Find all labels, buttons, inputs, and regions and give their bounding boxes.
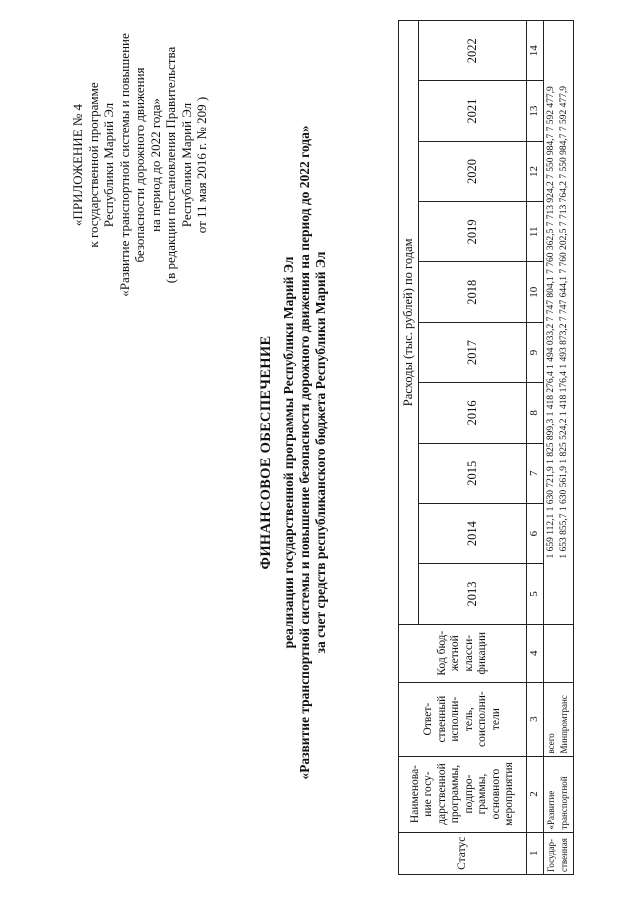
column-number: 9 — [527, 322, 544, 382]
values-total: 1 659 112,1 1 630 721,9 1 825 899,3 1 418 276,4 1 494 033,2 7 747 804,1 7 760 362,5 7 713 924,2 7 550 984,7 7 592 477,9 — [545, 86, 556, 559]
column-number: 2 — [527, 756, 544, 832]
financing-table — [398, 20, 574, 875]
expenses-header: Расходы (тыс. рублей) по годам — [399, 21, 419, 625]
heading-line: реализации государственной программы Республики Марий Эл — [281, 256, 296, 649]
year-header: 2019 — [419, 202, 527, 262]
executor-ministry: Минпромтранс — [559, 695, 569, 754]
document-heading — [258, 0, 329, 905]
appendix-line: (в редакции постановления Правительства — [163, 46, 178, 284]
column-number: 11 — [527, 202, 544, 262]
appendix-line: к государственной программе — [85, 82, 101, 248]
appendix-line: безопасности дорожного движения — [132, 67, 147, 263]
year-header: 2018 — [419, 262, 527, 322]
column-number: 7 — [527, 443, 544, 503]
heading-line: «Развитие транспортной системы и повышение безопасности дорожного движения на период до 2022 года» — [297, 125, 312, 780]
name-header: Наименова-ние госу-дарственной программы, подпро-граммы, основного мероприятия — [399, 756, 527, 832]
row-values — [543, 21, 573, 625]
column-number: 6 — [527, 503, 544, 563]
appendix-block — [70, 15, 210, 315]
column-number: 4 — [527, 624, 544, 682]
appendix-line: на период до 2022 года» — [147, 98, 163, 232]
year-header: 2017 — [419, 322, 527, 382]
column-number: 1 — [527, 832, 544, 874]
row-code — [543, 624, 573, 682]
appendix-line: «Развитие транспортной системы и повышение — [116, 33, 132, 297]
heading-line: за счет средств республиканского бюджета Республики Марий Эл — [313, 251, 328, 654]
appendix-line: «ПРИЛОЖЕНИЕ № 4 — [70, 103, 85, 227]
column-number: 5 — [527, 564, 544, 624]
appendix-line: от 11 мая 2016 г. № 209 ) — [194, 96, 209, 234]
year-header: 2022 — [419, 21, 527, 81]
column-number-row — [527, 21, 544, 875]
year-header: 2013 — [419, 564, 527, 624]
values-ministry: 1 653 855,7 1 630 561,9 1 825 524,2 1 418 176,4 1 493 873,2 7 747 644,1 7 760 202,5 7 713 764,2 7 550 984,7 7 592 477,9 — [559, 86, 569, 559]
year-header: 2015 — [419, 443, 527, 503]
column-number: 12 — [527, 141, 544, 201]
code-header: Код бюд-жетной класси-фикации — [399, 624, 527, 682]
year-header: 2014 — [419, 503, 527, 563]
row-name: «Развитие транспортной — [543, 756, 573, 832]
column-number: 14 — [527, 21, 544, 81]
column-number: 3 — [527, 682, 544, 756]
row-executors — [543, 682, 573, 756]
document-title: ФИНАНСОВОЕ ОБЕСПЕЧЕНИЕ — [258, 335, 274, 570]
appendix-line: Республики Марий Эл — [101, 102, 116, 228]
status-header: Статус — [399, 832, 527, 874]
column-number: 8 — [527, 383, 544, 443]
column-number: 10 — [527, 262, 544, 322]
executor-header: Ответ-ственный исполни-тель, соисполни-тели — [399, 682, 527, 756]
executor-total: всего — [545, 733, 556, 754]
column-number: 13 — [527, 81, 544, 141]
appendix-line: Республики Марий Эл — [178, 102, 194, 228]
table-row — [543, 21, 573, 875]
row-status: Государ-ственная — [543, 832, 573, 874]
year-header: 2021 — [419, 81, 527, 141]
year-header: 2016 — [419, 383, 527, 443]
year-header: 2020 — [419, 141, 527, 201]
table-header-row — [399, 21, 419, 875]
